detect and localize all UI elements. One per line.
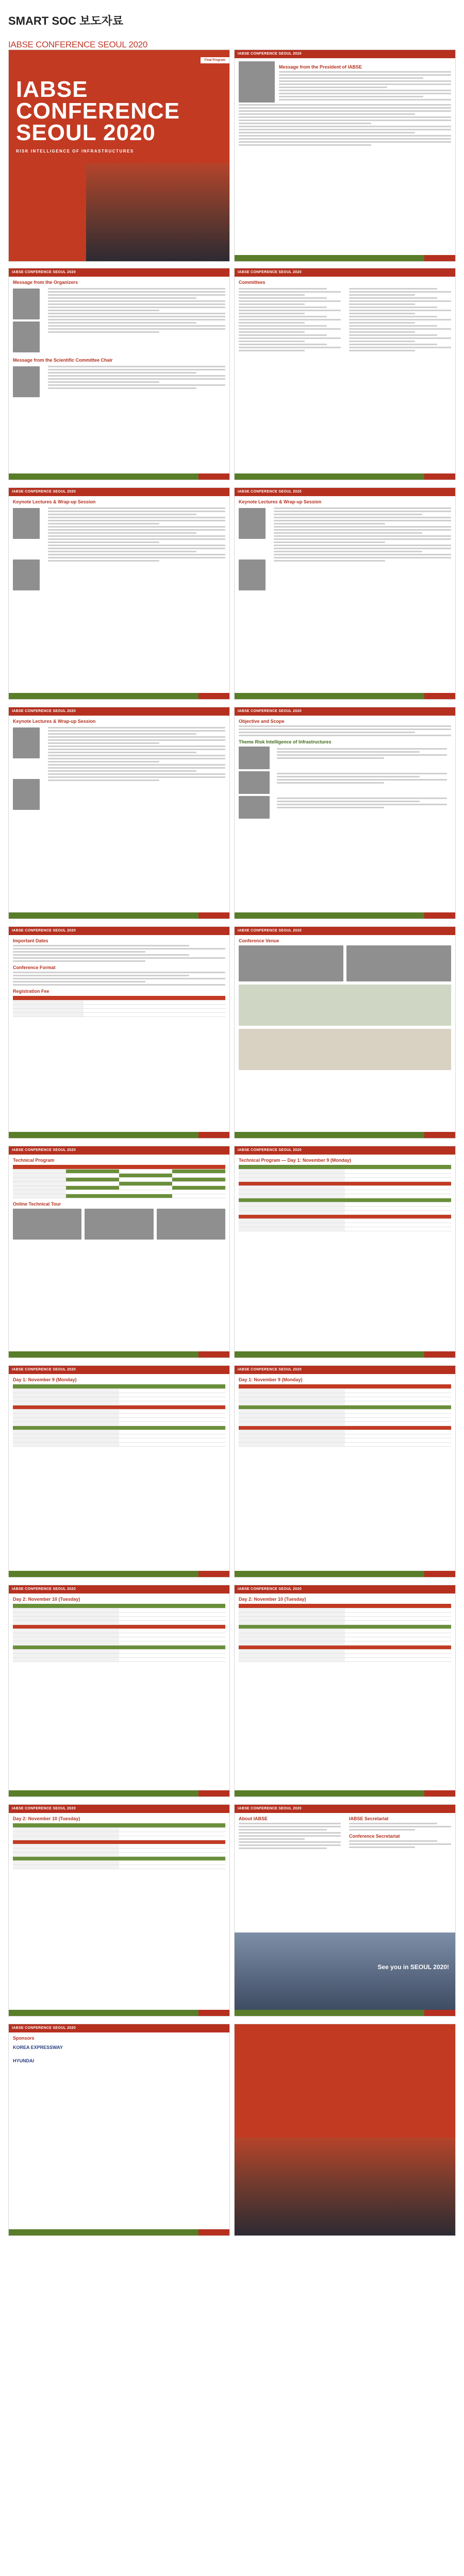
- president-photo: [239, 61, 275, 103]
- organizer-photo-1: [13, 289, 40, 319]
- technical-program-page-1: IABSE CONFERENCE SEOUL 2020 Technical Program Online Technical Tour: [8, 1146, 230, 1358]
- registration-fee-table: [13, 996, 225, 1017]
- sponsor-page: IABSE CONFERENCE SEOUL 2020 Sponsors KOREA EXPRESSWAY HYUNDAI: [8, 2024, 230, 2236]
- spread-9: [8, 1804, 456, 2016]
- theme-image-2: [239, 771, 270, 794]
- spread-2: [8, 268, 456, 480]
- organizer-photo-2: [13, 321, 40, 352]
- technical-program-page-4: IABSE CONFERENCE SEOUL 2020 Day 1: November 9 (Monday): [234, 1365, 456, 1578]
- theme-image-3: [239, 796, 270, 819]
- tour-photo-1: [13, 1209, 81, 1240]
- speaker-photo-3: [239, 508, 266, 539]
- speaker-photo-1: [13, 508, 40, 539]
- back-cover: [234, 2024, 456, 2236]
- day1-schedule-table: [239, 1165, 451, 1231]
- city-skyline-image: [86, 163, 229, 261]
- spread-1: [8, 49, 456, 262]
- seoul-photo: See you in SEOUL 2020!: [235, 1933, 455, 2010]
- floor-plan: [239, 985, 451, 1026]
- technical-program-page-5: IABSE CONFERENCE SEOUL 2020 Day 2: November 10 (Tuesday): [8, 1585, 230, 1797]
- final-program-ribbon: Final Program: [201, 57, 229, 63]
- about-page: IABSE CONFERENCE SEOUL 2020 About IABSE IABSE Secretariat Conference Secretariat See you in SEOUL 2020!: [234, 1804, 456, 2016]
- cover-title: IABSE CONFERENCE SEOUL 2020: [16, 77, 180, 145]
- sponsor-logo-hyundai: HYUNDAI: [13, 2058, 35, 2063]
- day1c-schedule-table: [239, 1384, 451, 1447]
- program-overview-table: [13, 1165, 225, 1198]
- dates-page: IABSE CONFERENCE SEOUL 2020 Important Dates Conference Format Registration Fee: [8, 926, 230, 1139]
- keynote-page-1: IABSE CONFERENCE SEOUL 2020 Keynote Lectures & Wrap-up Session: [8, 487, 230, 700]
- spread-3: [8, 487, 456, 700]
- cover-page: [8, 49, 230, 262]
- sponsor-logo-expressway: KOREA EXPRESSWAY: [13, 2045, 63, 2050]
- speaker-photo-4: [239, 560, 266, 590]
- spread-7: [8, 1365, 456, 1578]
- speaker-photo-5: [13, 727, 40, 758]
- page-header: IABSE CONFERENCE SEOUL 2020: [235, 50, 455, 58]
- header: [0, 0, 464, 49]
- spread-10: [8, 2024, 456, 2236]
- committees-page: IABSE CONFERENCE SEOUL 2020 Committees: [234, 268, 456, 480]
- cover-theme: RISK INTELLIGENCE OF INFRASTRUCTURES: [16, 149, 134, 154]
- spread-6: [8, 1146, 456, 1358]
- speaker-photo-6: [13, 779, 40, 810]
- keynote-page-2: IABSE CONFERENCE SEOUL 2020 Keynote Lectures & Wrap-up Session: [234, 487, 456, 700]
- day2-schedule-table: [13, 1604, 225, 1662]
- venue-photo-2: [346, 945, 451, 981]
- venue-photo-1: [239, 945, 343, 981]
- spread-8: [8, 1585, 456, 1797]
- tour-photo-2: [85, 1209, 153, 1240]
- technical-program-page-2: IABSE CONFERENCE SEOUL 2020 Technical Program — Day 1: November 9 (Monday): [234, 1146, 456, 1358]
- spread-4: [8, 707, 456, 919]
- keynote-page-3: IABSE CONFERENCE SEOUL 2020 Keynote Lectures & Wrap-up Session: [8, 707, 230, 919]
- organizers-page: IABSE CONFERENCE SEOUL 2020 Message from the Organizers Message from the Scientific Committee Chair: [8, 268, 230, 480]
- theme-image-1: [239, 747, 270, 769]
- tour-photo-3: [157, 1209, 225, 1240]
- speaker-photo-2: [13, 560, 40, 590]
- president-title: Message from the President of IABSE: [279, 64, 362, 70]
- president-page: [234, 49, 456, 262]
- technical-program-page-6: IABSE CONFERENCE SEOUL 2020 Day 2: November 10 (Tuesday): [234, 1585, 456, 1797]
- venue-page: IABSE CONFERENCE SEOUL 2020 Conference Venue: [234, 926, 456, 1139]
- day2b-schedule-table: [239, 1604, 451, 1662]
- back-cover-image: [235, 2138, 455, 2235]
- conference-title: IABSE CONFERENCE SEOUL 2020: [8, 40, 147, 49]
- category-title: SMART SOC 보도자료: [8, 14, 124, 27]
- technical-program-page-7: IABSE CONFERENCE SEOUL 2020 Day 2: November 10 (Tuesday): [8, 1804, 230, 2016]
- objective-page: IABSE CONFERENCE SEOUL 2020 Objective and Scope Theme Risk Intelligence of Infrastructures: [234, 707, 456, 919]
- theme-heading: Theme Risk Intelligence of Infrastructures: [239, 739, 332, 744]
- day1b-schedule-table: [13, 1384, 225, 1447]
- scientific-chair-photo: [13, 366, 40, 397]
- venue-map: [239, 1029, 451, 1070]
- day2c-schedule-table: [13, 1823, 225, 1869]
- spread-5: [8, 926, 456, 1139]
- technical-program-page-3: IABSE CONFERENCE SEOUL 2020 Day 1: November 9 (Monday): [8, 1365, 230, 1578]
